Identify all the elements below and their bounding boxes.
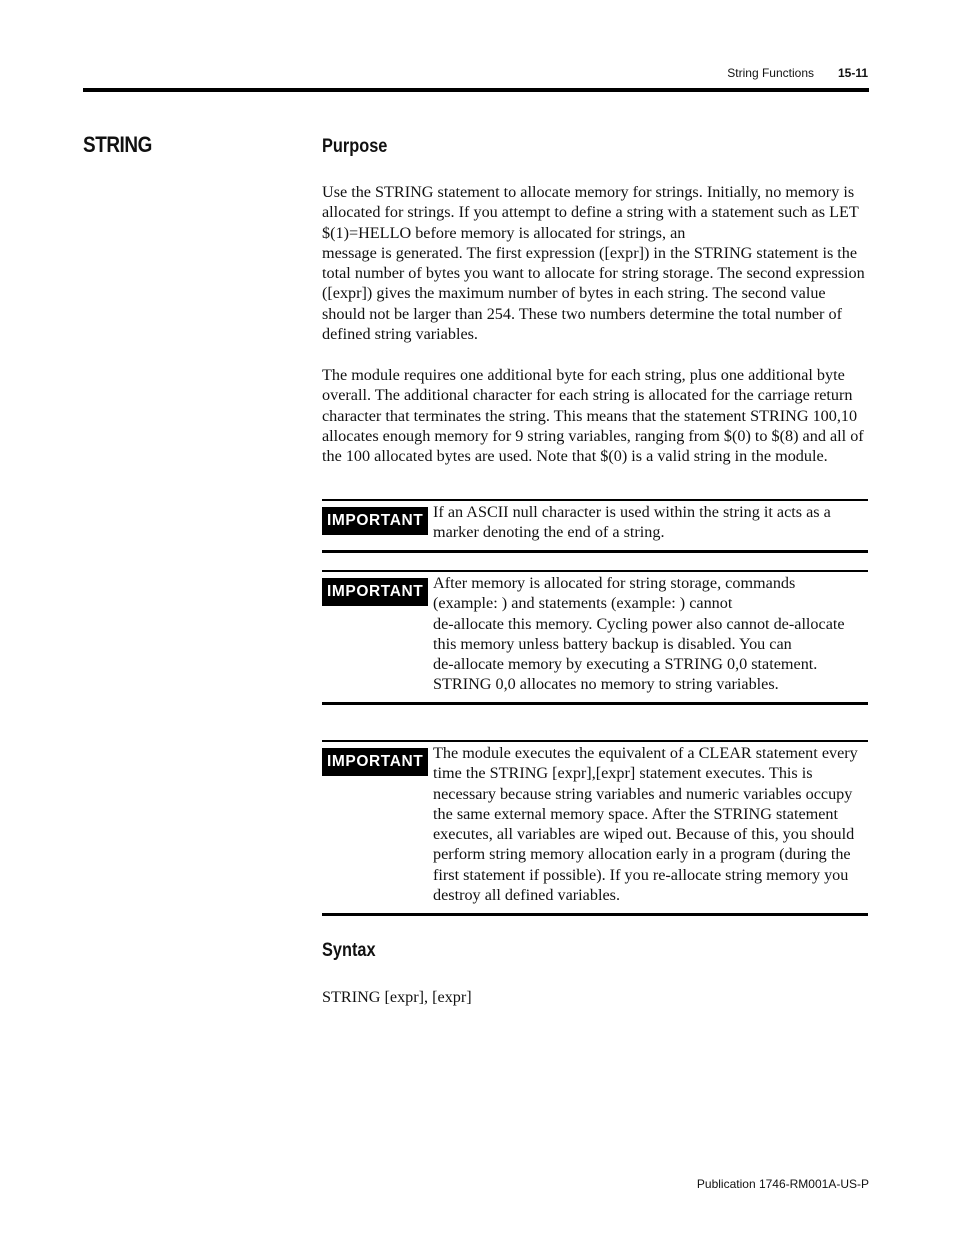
header-rule: [83, 88, 869, 92]
syntax-heading: Syntax: [322, 940, 376, 961]
purpose-heading: Purpose: [322, 136, 388, 157]
section-title: STRING: [83, 132, 152, 157]
important-note-1: [322, 499, 868, 553]
important-badge: IMPORTANT: [322, 507, 428, 535]
purpose-paragraph-1: Use the STRING statement to allocate memory for strings. Initially, no memory is allocated for strings. If you attempt to define a string with a statement such as LET $(1)=HELLO before memory is allocated for strings, an message is generated. The first expression ([expr]) in the STRING statement is the total number of bytes you want to allocate for string storage. The second expression ([expr]) gives the maximum number of bytes in each string. The second value should not be larger than 254. These two numbers determine the total number of defined string variables.: [322, 183, 865, 344]
important-badge: IMPORTANT: [322, 578, 428, 606]
footer-publication: Publication 1746-RM001A-US-P: [696, 1177, 869, 1191]
important-note-2: [322, 570, 868, 705]
important-badge: IMPORTANT: [322, 748, 428, 776]
important-note-text: The module executes the equivalent of a CLEAR statement every time the STRING [expr],[expr] statement executes. This is necessary because string variables and numeric variables occupy the same external memory space. After the STRING statement executes, all variables are wiped out. Because of this, you should perform string memory allocation early in a program (during the first statement if possible). If you re-allocate string memory you destroy all defined variables.: [433, 744, 858, 905]
purpose-paragraph-2: The module requires one additional byte for each string, plus one additional byte overall. The additional character for each string is allocated for the carriage return character that terminates the string. This means that the statement STRING 100,10 allocates enough memory for 9 string variables, ranging from $(0) to $(8) and all of the 100 allocated bytes are used. Note that $(0) is a valid string in the module.: [322, 366, 864, 466]
important-note-3: [322, 740, 868, 916]
header-page-number: 15-11: [838, 66, 869, 80]
important-note-text: If an ASCII null character is used within the string it acts as a marker denoting the end of a string.: [433, 503, 831, 542]
syntax-code: STRING [expr], [expr]: [322, 988, 472, 1006]
important-note-text: After memory is allocated for string storage, commands (example: ) and statements (example: ) cannot de-allocate this memory. Cycling power also cannot de-allocate this memory unless battery backup is disabled. You can de-allocate memory by executing a STRING 0,0 statement. STRING 0,0 allocates no memory to string variables.: [433, 574, 845, 694]
header-chapter-title: String Functions: [727, 66, 814, 80]
